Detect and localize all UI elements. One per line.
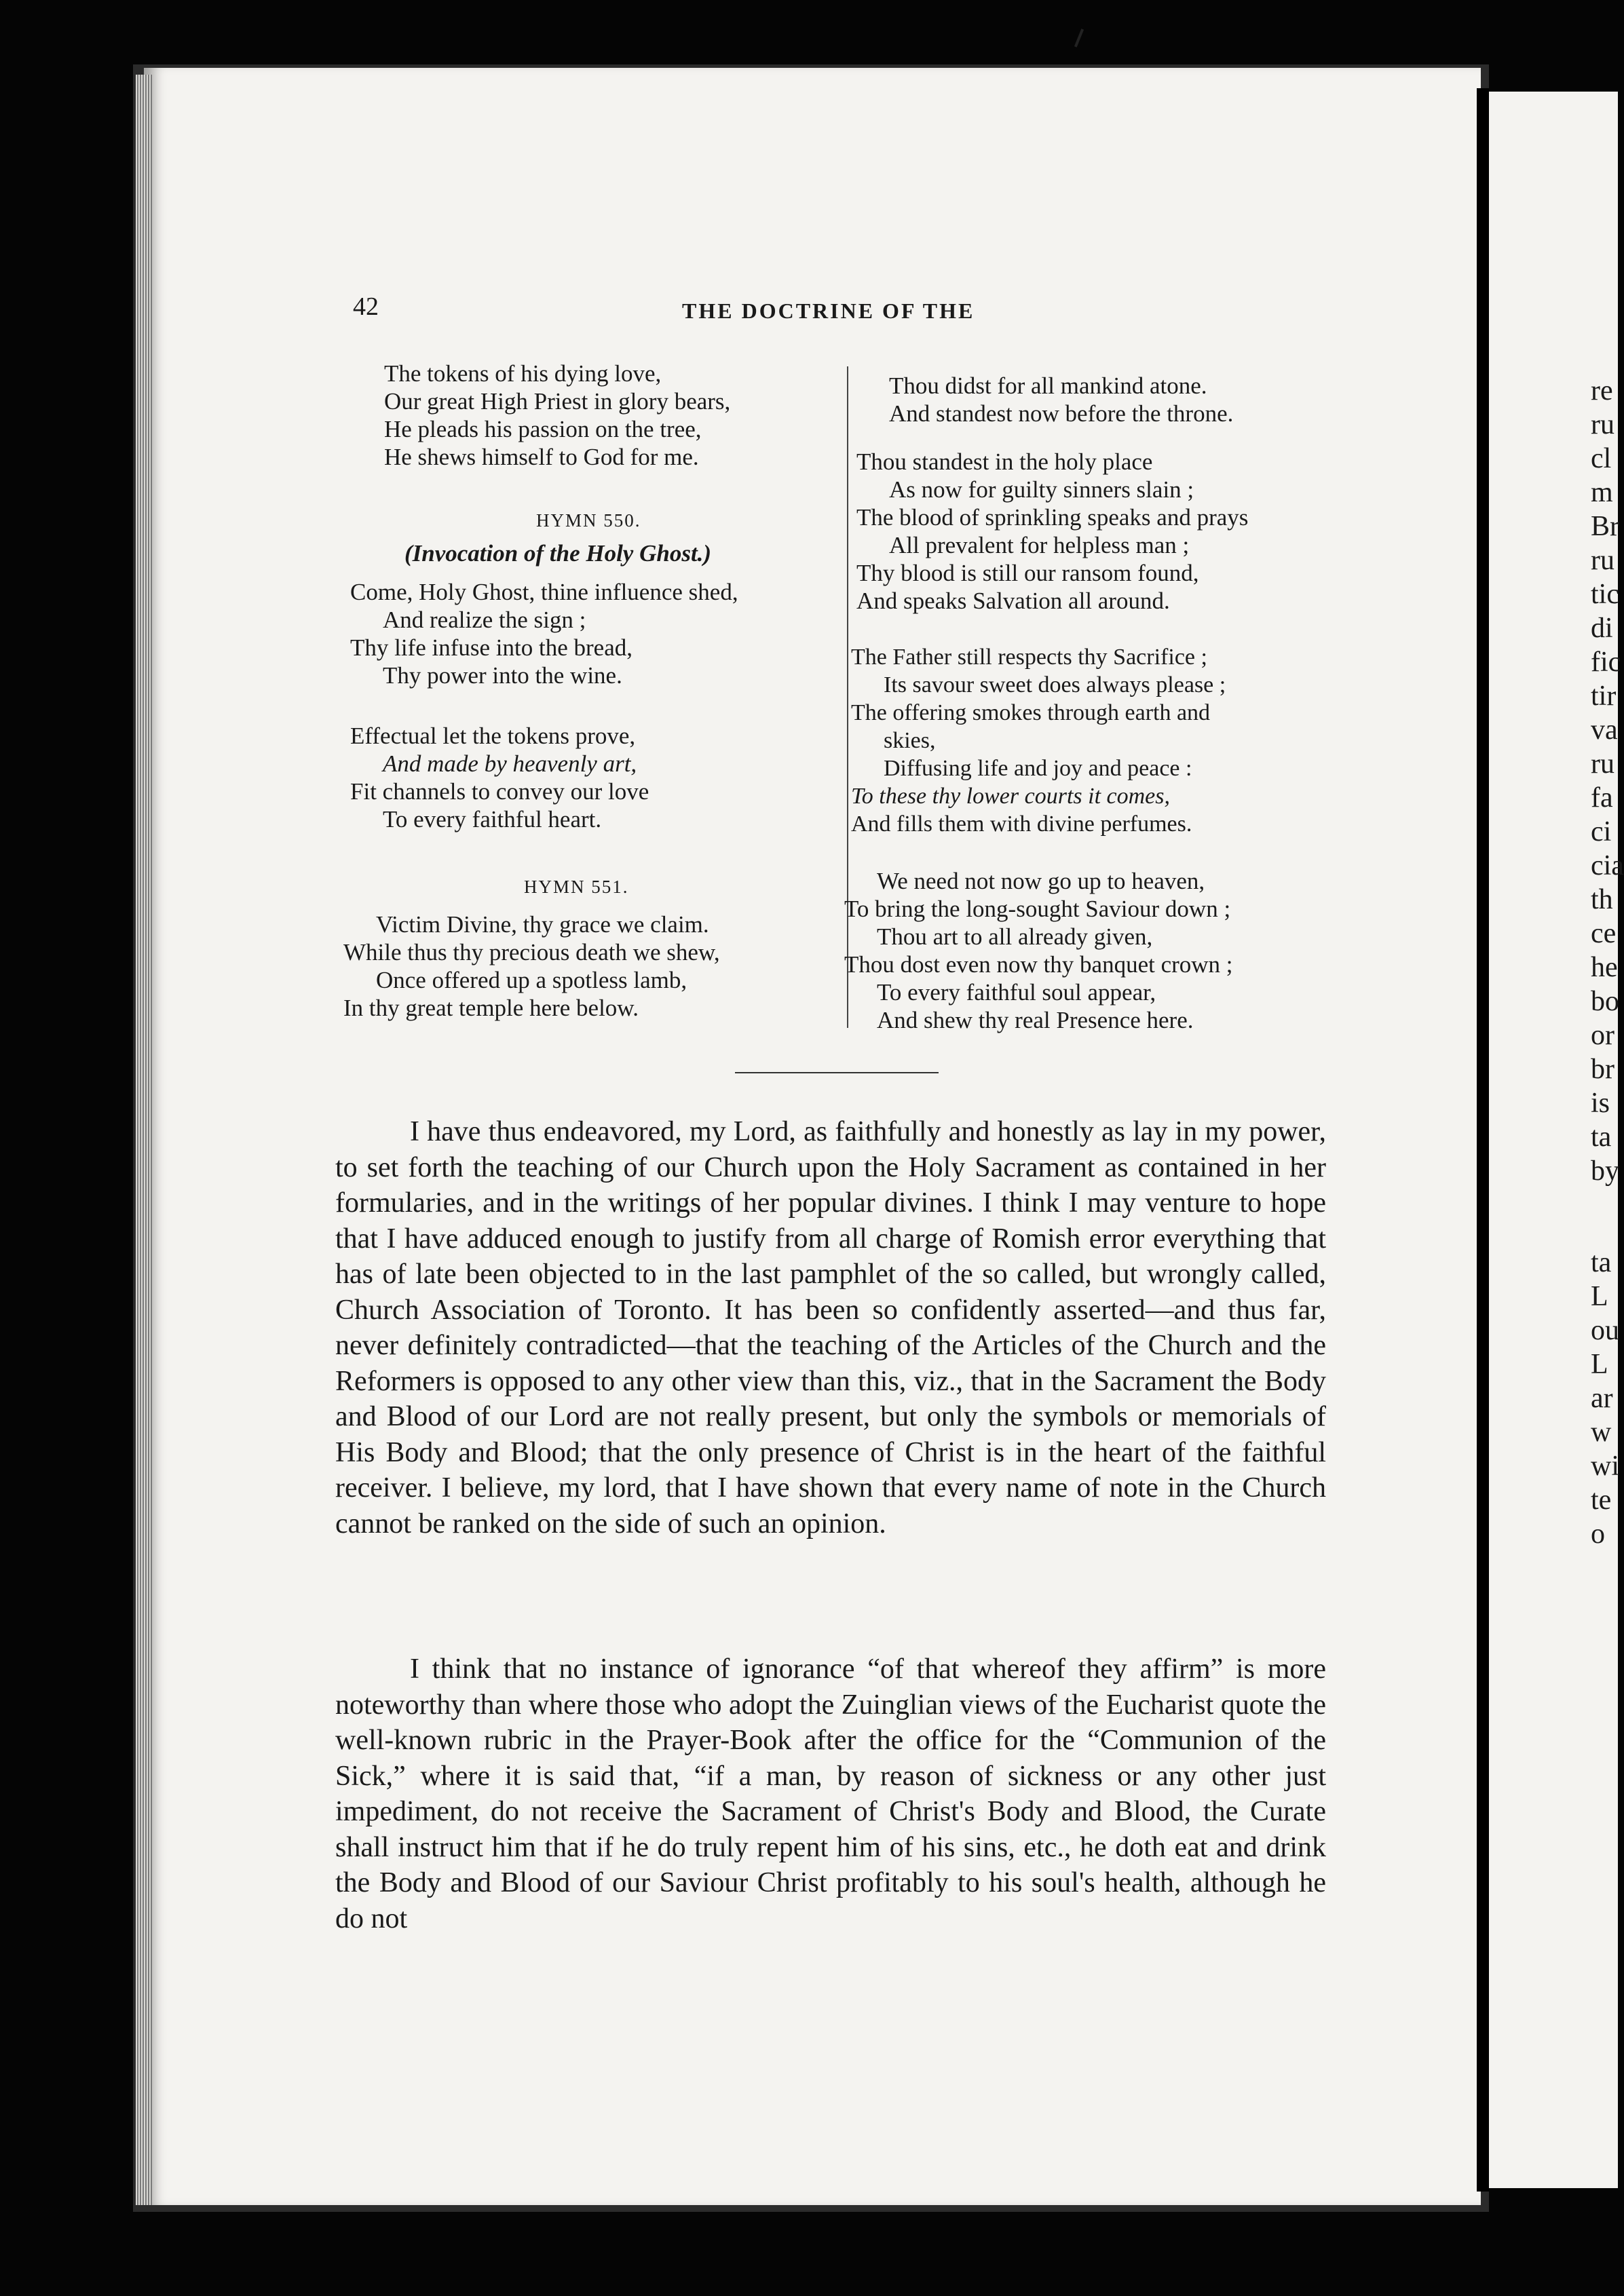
facing-page-fragment: tic	[1591, 579, 1619, 610]
right-stanza-3	[851, 643, 1226, 838]
verse-line: We need not now go up to heaven,	[877, 868, 1205, 894]
hymn-550-stanza-2	[350, 722, 649, 833]
scan-mark	[1074, 28, 1084, 47]
verse-line: The offering smokes through earth and	[851, 700, 1211, 725]
facing-page-fragment: ou	[1591, 1315, 1619, 1346]
facing-page-fragment: ci	[1591, 816, 1612, 847]
paragraph-text: I have thus endeavored, my Lord, as faithfully and honestly as lay in my power, to set forth the teaching of our Church upon the Holy Sacrament as contained in her formularies, and in the writings of her popular divines. I think I may venture to hope that I have adduced enough to justify from all charge of Romish error everything that has of late been objected to in the last pamphlet of the so called, but wrongly called, Church Association of Toronto. It has been so confidently asserted—and thus far, never definitely contradicted—that the teaching of the Articles of the Church and the Reformers is opposed to any other view than this, viz., that in the Sacrament the Body and Blood of our Lord are not really present, but only the symbols or memorials of His Body and Blood; that the only presence of Christ is in the heart of the faithful receiver. I believe, my lord, that I have shown that every name of note in the Church cannot be ranked on the side of such an opinion.	[335, 1116, 1326, 1539]
verse-line: Its savour sweet does always please ;	[884, 672, 1226, 697]
facing-page-fragment: is	[1591, 1088, 1610, 1119]
right-stanza-2	[856, 448, 1248, 615]
verse-line: He pleads his passion on the tree,	[384, 416, 702, 442]
hymn-550-number: HYMN 550.	[536, 510, 641, 531]
left-stanza-top	[384, 360, 730, 471]
facing-page-fragment: L	[1591, 1281, 1608, 1312]
verse-line: And made by heavenly art,	[383, 750, 637, 777]
facing-page-fragment: ru	[1591, 545, 1614, 576]
verse-line: He shews himself to God for me.	[384, 444, 699, 470]
page-edge	[136, 75, 152, 2205]
paragraph-text: I think that no instance of ignorance “of that whereof they affirm” is more noteworthy than where those who adopt the Zuinglian views of the Eucharist quote the well-known rubric in the Prayer-Book after the office for the “Communion of the Sick,” where it is said that, “if a man, by reason of sickness or any other just impediment, do not receive the Sacrament of Christ's Body and Blood, the Curate shall instruct him that if he do truly repent him of his sins, etc., he doth eat and drink the Body and Blood of our Saviour Christ profitably to his soul's health, although he do not	[335, 1653, 1326, 1934]
verse-line: Thou art to all already given,	[877, 923, 1153, 950]
verse-line: Thy life infuse into the bread,	[350, 634, 632, 661]
book-gutter	[1477, 88, 1489, 2192]
hymn-550-stanza-1	[350, 578, 738, 689]
verse-line: Once offered up a spotless lamb,	[376, 967, 687, 993]
verse-line: To every faithful soul appear,	[877, 979, 1156, 1006]
hymn-551-number: HYMN 551.	[524, 877, 629, 897]
verse-line: The tokens of his dying love,	[384, 360, 662, 387]
facing-page-fragment: th	[1591, 884, 1613, 915]
verse-line: Victim Divine, thy grace we claim.	[376, 911, 709, 938]
verse-line: Thou standest in the holy place	[856, 448, 1153, 475]
facing-page-fragment: he	[1591, 952, 1618, 983]
facing-page-fragment: w	[1591, 1417, 1612, 1448]
verse-line: Diffusing life and joy and peace :	[884, 756, 1192, 781]
facing-page-fragment: by	[1591, 1155, 1619, 1187]
facing-page-fragment: br	[1591, 1054, 1614, 1085]
verse-line: And fills them with divine perfumes.	[851, 811, 1192, 837]
facing-page-fragment: bo	[1591, 986, 1619, 1017]
verse-line: Thou didst for all mankind atone.	[889, 372, 1207, 399]
verse-line: Come, Holy Ghost, thine influence shed,	[350, 579, 738, 605]
verse-line: All prevalent for helpless man ;	[889, 532, 1190, 558]
facing-page-fragment: L	[1591, 1349, 1608, 1380]
facing-page-fragment: re	[1591, 375, 1613, 406]
verse-line: In thy great temple here below.	[343, 995, 639, 1021]
facing-page-fragment: ru	[1591, 748, 1614, 780]
facing-page-fragment: Br	[1591, 511, 1619, 542]
facing-page-fragment: ce	[1591, 918, 1617, 949]
hymn-550-subtitle: (Invocation of the Holy Ghost.)	[404, 540, 712, 567]
body-paragraph-2	[335, 1651, 1326, 1936]
body-paragraph-1	[335, 1114, 1326, 1542]
verse-line: And shew thy real Presence here.	[877, 1007, 1194, 1033]
right-stanza-1	[856, 372, 1233, 427]
right-stanza-4	[844, 867, 1233, 1034]
facing-page-fragment: ta	[1591, 1122, 1612, 1153]
verse-line: And standest now before the throne.	[889, 400, 1234, 427]
verse-line: To every faithful heart.	[383, 806, 602, 833]
facing-page-fragment: m	[1591, 477, 1613, 508]
facing-page-fragment: wi	[1591, 1451, 1619, 1482]
verse-line: The blood of sprinkling speaks and prays	[856, 504, 1249, 531]
section-separator	[735, 1072, 939, 1073]
facing-page	[1489, 92, 1624, 2188]
verse-line: The Father still respects thy Sacrifice ;	[851, 645, 1207, 670]
facing-page-fragment: ar	[1591, 1383, 1613, 1414]
facing-page-fragment: cl	[1591, 443, 1612, 474]
facing-page-fragment: or	[1591, 1020, 1614, 1051]
verse-line: To these thy lower courts it comes,	[851, 784, 1170, 809]
verse-line: Our great High Priest in glory bears,	[384, 388, 731, 415]
facing-page-fragment: cia	[1591, 850, 1624, 881]
verse-line: Effectual let the tokens prove,	[350, 723, 636, 749]
facing-page-fragment: fa	[1591, 782, 1613, 814]
verse-line: Fit channels to convey our love	[350, 778, 649, 805]
hymn-551-stanza-1	[343, 911, 720, 1022]
facing-page-fragment: ru	[1591, 409, 1614, 440]
verse-line: To bring the long-sought Saviour down ;	[844, 896, 1231, 922]
facing-page-fragment: tir	[1591, 681, 1617, 712]
facing-page-fragment: va	[1591, 714, 1618, 746]
facing-page-fragment: ta	[1591, 1247, 1612, 1278]
verse-line: As now for guilty sinners slain ;	[889, 476, 1194, 503]
facing-page-fragment: o	[1591, 1518, 1605, 1550]
page-number: 42	[353, 292, 379, 321]
verse-line: Thy blood is still our ransom found,	[856, 560, 1199, 586]
verse-line: And realize the sign ;	[383, 607, 586, 633]
verse-line: While thus thy precious death we shew,	[343, 939, 720, 965]
running-header: THE DOCTRINE OF THE	[682, 299, 975, 323]
facing-page-fragment: di	[1591, 613, 1613, 644]
verse-line: And speaks Salvation all around.	[856, 588, 1170, 614]
verse-line: Thy power into the wine.	[383, 662, 622, 689]
verse-line: skies,	[884, 728, 936, 753]
verse-line: Thou dost even now thy banquet crown ;	[844, 951, 1233, 978]
facing-page-fragment: fic	[1591, 647, 1621, 678]
facing-page-fragment: te	[1591, 1485, 1612, 1516]
